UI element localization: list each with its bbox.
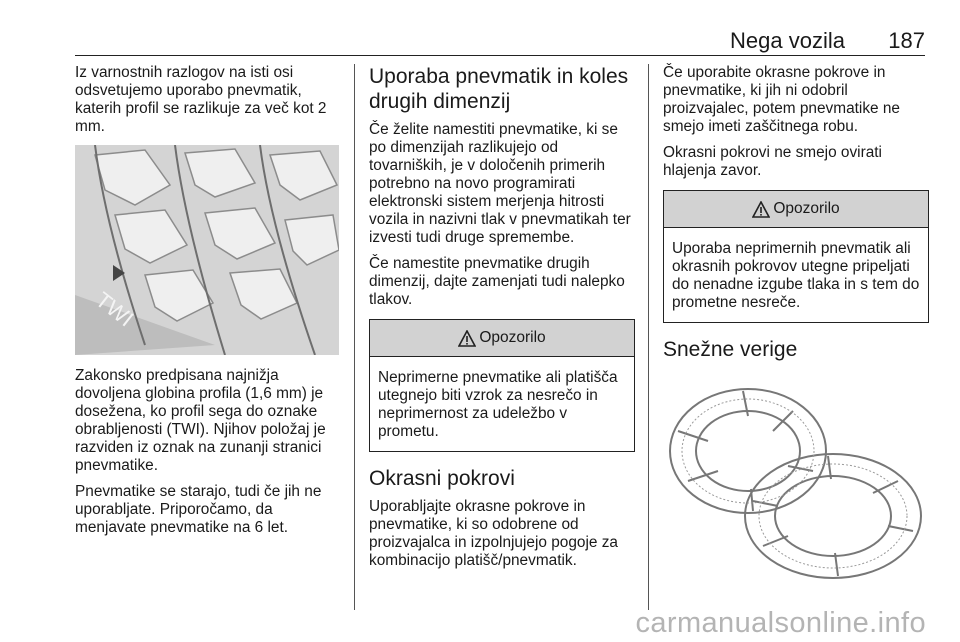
tyre-tread-illustration: [75, 145, 339, 355]
column-3: [663, 64, 929, 597]
header-rule: [75, 55, 925, 56]
warning-text: Uporaba neprimernih pnevmatik ali okrasnih pokrovov utegne pripeljati do nenadne izgube tlaka in s tem do prometne nesreče.: [672, 240, 920, 311]
snow-chains-illustration: [663, 371, 927, 585]
heading-hubcaps: Okrasni pokrovi: [369, 467, 515, 490]
tyre-tread-figure: [75, 145, 339, 355]
paragraph-tyre-aging: Pnevmatike se starajo, tudi če jih ne uporabljate. Priporočamo, da menjavate pnevmatike na 6 let.: [75, 483, 322, 536]
snow-chains-figure: [663, 371, 927, 585]
warning-text: Neprimerne pnevmatike ali platišča utegnejo biti vzrok za nesrečo in neprimernost za udeležbo v prometu.: [378, 369, 618, 440]
page-number: 187: [888, 28, 925, 53]
warning-triangle-icon: [458, 330, 476, 347]
column-2: [369, 64, 635, 578]
page-header: [75, 28, 925, 56]
warning-title: Opozorilo: [773, 200, 840, 217]
warning-title: Opozorilo: [479, 329, 546, 346]
warning-box-wheels: [369, 319, 635, 452]
paragraph-programming: Če želite namestiti pnevmatike, ki se po dimenzijah razlikujejo od tovarniških, je v določenih primerih potrebno na novo programirati elektronski sistem merjenja hitrosti vozila in nazivni tlak v pnevmatikah ter izvesti tudi druge spremembe.: [369, 121, 631, 246]
warning-box-hubcaps: [663, 190, 929, 323]
paragraph-unapproved-hubcaps: Če uporabite okrasne pokrove in pnevmatike, ki jih ni odobril proizvajalec, potem pnevmatike ne smejo imeti zaščitnega robu.: [663, 64, 900, 135]
paragraph-brake-cooling: Okrasni pokrovi ne smejo ovirati hlajenja zavor.: [663, 144, 882, 179]
column-1: [75, 64, 341, 545]
heading-snow-chains: Snežne verige: [663, 338, 798, 361]
paragraph-approved-hubcaps: Uporabljajte okrasne pokrove in pnevmatike, ki so odobrene od proizvajalca in izpolnjujejo pogoje za kombinacijo platišč/pnevmatik.: [369, 498, 618, 569]
column-divider-2: [648, 64, 649, 610]
watermark: carmanualsonline.info: [635, 607, 926, 639]
paragraph-minimum-depth: Zakonsko predpisana najnižja dovoljena globina profila (1,6 mm) je dosežena, ko profil sega do oznake obrabljenosti (TWI). Njihov položaj je razviden iz oznak na zunanji stranici pnevmatike.: [75, 367, 326, 474]
section-title: Nega vozila: [730, 28, 845, 53]
paragraph-tread-difference: Iz varnostnih razlogov na isti osi odsvetujemo uporabo pnevmatik, katerih profil se razlikuje za več kot 2 mm.: [75, 64, 327, 135]
paragraph-pressure-label: Če namestite pnevmatike drugih dimenzij, dajte zamenjati tudi nalepko tlakov.: [369, 255, 625, 308]
warning-header: [370, 320, 634, 357]
warning-header: [664, 191, 928, 228]
heading-other-dimensions: Uporaba pnevmatik in koles drugih dimenzij: [369, 65, 629, 113]
column-divider-1: [354, 64, 355, 610]
twi-label: TWI: [90, 287, 139, 332]
warning-triangle-icon: [752, 201, 770, 218]
